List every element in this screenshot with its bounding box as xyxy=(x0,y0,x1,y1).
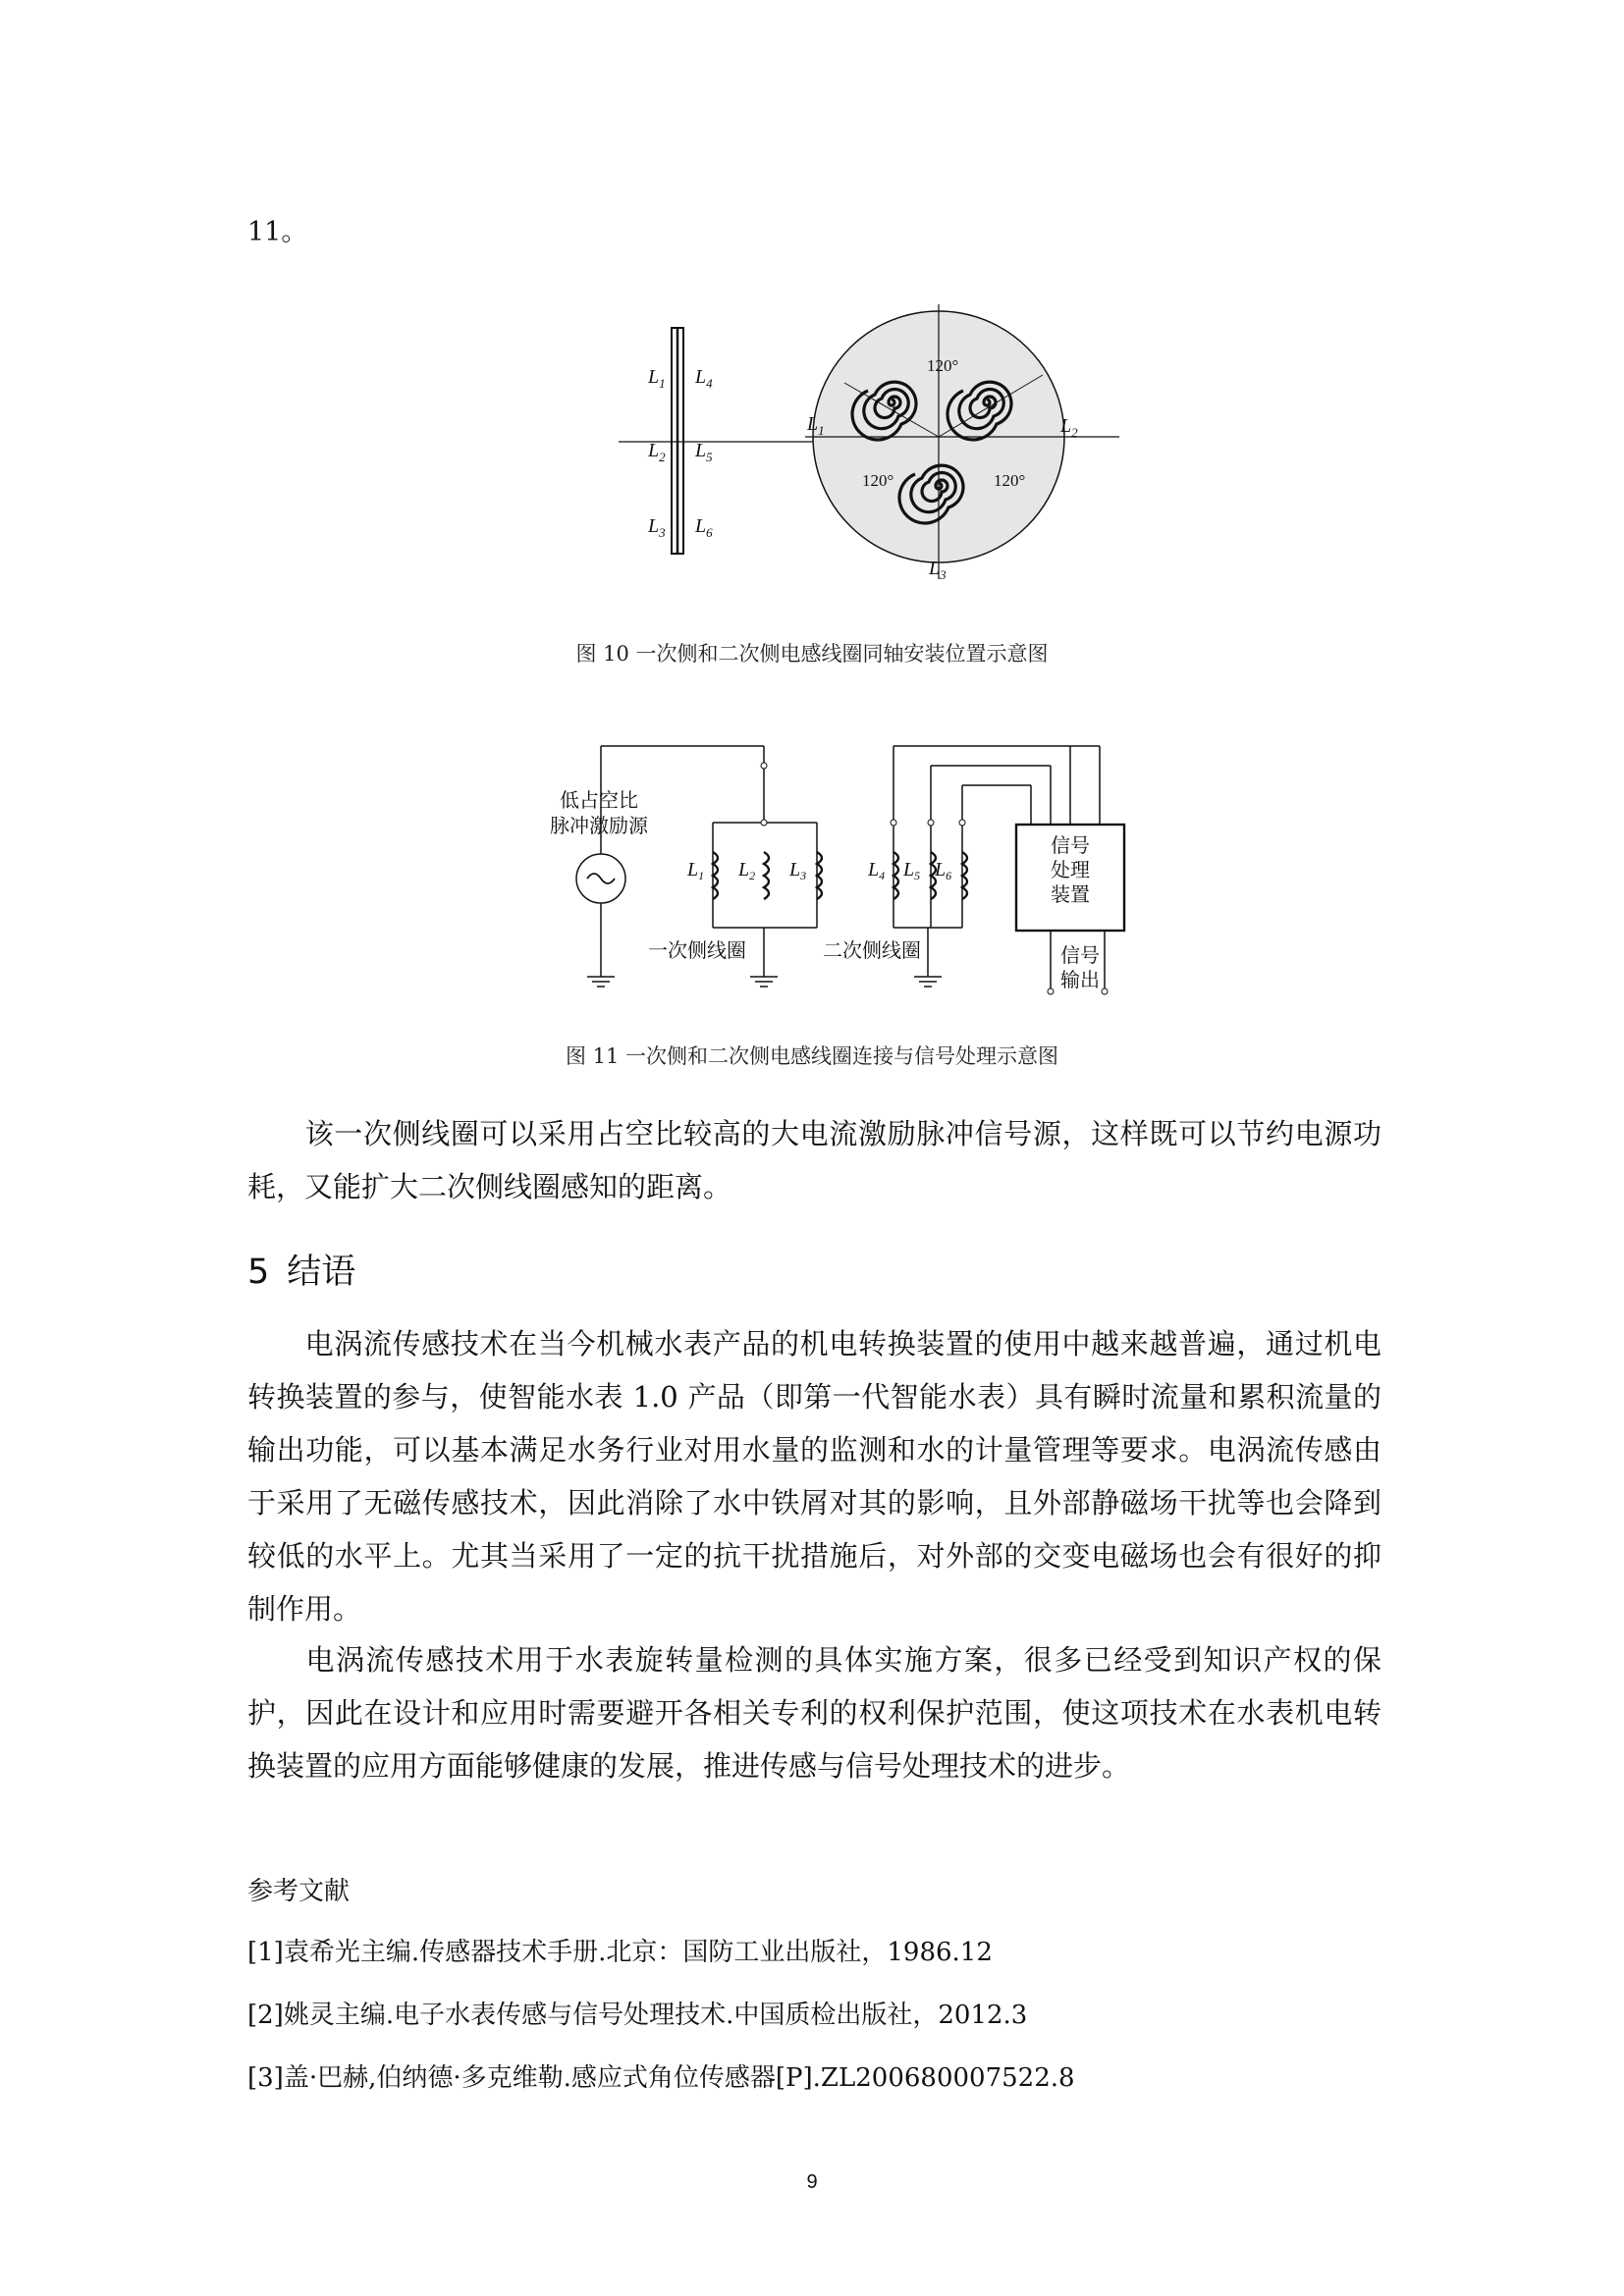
angle-top: 120° xyxy=(927,356,959,375)
processor-label-1: 信号 xyxy=(1051,833,1090,857)
figure-10-caption: 图 10 一次侧和二次侧电感线圈同轴安装位置示意图 xyxy=(575,642,1049,666)
label-l1: $L_1$ xyxy=(648,366,666,391)
figure-11 xyxy=(452,726,1198,1021)
label-l6: $L_6$ xyxy=(695,515,713,540)
source-label-2: 脉冲激励源 xyxy=(550,814,648,837)
references-title: 参考文献 xyxy=(247,1877,351,1906)
reference-3: [3]盖·巴赫,伯纳德·多克维勒.感应式角位传感器[P].ZL200680007522.8 xyxy=(247,2063,1075,2093)
disc-label-l3: $L_3$ xyxy=(929,558,947,582)
figure-11-diagram xyxy=(452,726,1198,1021)
paragraph-2 xyxy=(247,1317,1381,1635)
processor-label-2: 处理 xyxy=(1051,858,1090,881)
label-l2: $L_2$ xyxy=(648,440,666,464)
primary-coil-label: 一次侧线圈 xyxy=(648,938,746,962)
output-label-2: 输出 xyxy=(1060,968,1100,991)
paragraph-1 xyxy=(247,1107,1381,1213)
figure-10-diagram xyxy=(589,294,1178,589)
section-title: 结语 xyxy=(287,1253,356,1292)
paragraph-3 xyxy=(247,1633,1381,1792)
coaxial-disc xyxy=(805,304,1119,582)
section-heading xyxy=(247,1245,373,1294)
coil-label-l2: $L_2$ xyxy=(738,859,756,882)
figure-10 xyxy=(589,294,1178,589)
coil-l2 xyxy=(764,852,769,899)
reference-1: [1]袁希光主编.传感器技术手册.北京：国防工业出版社，1986.12 xyxy=(247,1938,993,1967)
angle-left: 120° xyxy=(862,471,894,490)
secondary-coil-label: 二次侧线圈 xyxy=(823,938,921,962)
label-l5: $L_5$ xyxy=(695,440,713,464)
coil-label-l6: $L_6$ xyxy=(935,859,952,882)
page-number: 9 xyxy=(806,2171,818,2193)
label-l4: $L_4$ xyxy=(695,366,713,391)
disc-label-l2: $L_2$ xyxy=(1060,415,1078,440)
angle-right: 120° xyxy=(994,471,1026,490)
coil-label-l5: $L_5$ xyxy=(903,859,921,882)
paragraph-2-text: 电涡流传感技术在当今机械水表产品的机电转换装置的使用中越来越普遍，通过机电转换装置的参与，使智能水表 1.0 产品（即第一代智能水表）具有瞬时流量和累积流量的输出功能，可以基本满足水务行业对用水量的监测和水的计量管理等要求。电涡流传感由于采用了无磁传感技术，因此消除了水中铁屑对其的影响，且外部静磁场干扰等也会降到较低的水平上。尤其当采用了一定的抗干扰措施后，对外部的交变电磁场也会有很好的抑制作用。 xyxy=(247,1327,1381,1626)
top-fragment: 11。 xyxy=(247,217,308,247)
paragraph-3-text: 电涡流传感技术用于水表旋转量检测的具体实施方案，很多已经受到知识产权的保护，因此在设计和应用时需要避开各相关专利的权利保护范围，使这项技术在水表机电转换装置的应用方面能够健康的发展，推进传感与信号处理技术的进步。 xyxy=(247,1643,1381,1783)
paragraph-1-text: 该一次侧线圈可以采用占空比较高的大电流激励脉冲信号源，这样既可以节约电源功耗，又能扩大二次侧线圈感知的距离。 xyxy=(247,1117,1381,1203)
coil-label-l4: $L_4$ xyxy=(868,859,886,882)
reference-2: [2]姚灵主编.电子水表传感与信号处理技术.中国质检出版社，2012.3 xyxy=(247,2001,1028,2030)
section-number: 5 xyxy=(247,1253,270,1292)
output-label-1: 信号 xyxy=(1060,943,1100,967)
disc-label-l1: $L_1$ xyxy=(807,413,825,438)
figure-11-caption: 图 11 一次侧和二次侧电感线圈连接与信号处理示意图 xyxy=(565,1044,1059,1068)
source-label-1: 低占空比 xyxy=(560,788,638,812)
coil-label-l1: $L_1$ xyxy=(687,859,705,882)
processor-label-3: 装置 xyxy=(1051,882,1090,906)
coil-label-l3: $L_3$ xyxy=(789,859,807,882)
label-l3: $L_3$ xyxy=(648,515,666,540)
